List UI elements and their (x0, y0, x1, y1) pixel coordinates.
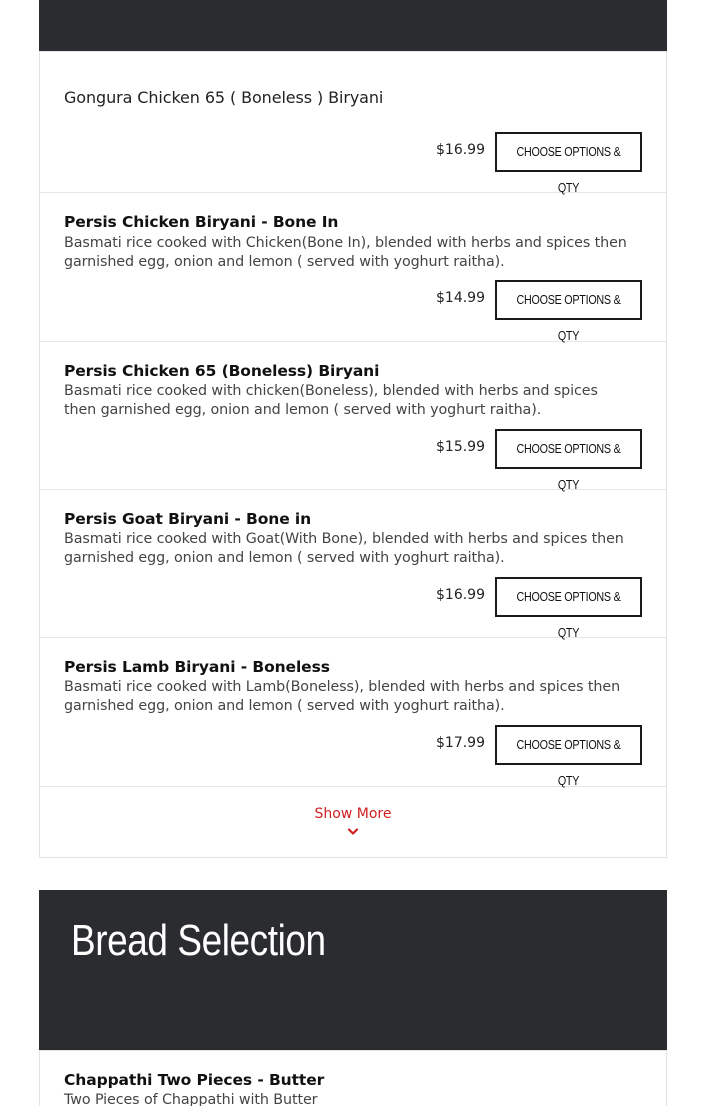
choose-options-button[interactable]: CHOOSE OPTIONS & QTY (495, 132, 642, 172)
item-name: Chappathi Two Pieces - Butter (64, 1071, 325, 1089)
choose-options-button[interactable]: CHOOSE OPTIONS & QTY (495, 280, 642, 320)
item-name: Gongura Chicken 65 ( Boneless ) Biryani (64, 88, 384, 107)
menu-item-list (39, 51, 667, 858)
item-name: Persis Lamb Biryani - Boneless (64, 658, 330, 676)
item-price: $17.99 (436, 735, 485, 751)
item-price: $16.99 (436, 587, 485, 603)
menu-item (40, 52, 666, 193)
item-price: $14.99 (436, 290, 485, 306)
item-description: Basmati rice cooked with chicken(Boneless), blended with herbs and spices then garnished egg, onion and lemon ( served with yoghurt raitha). (64, 383, 598, 418)
menu-item (40, 193, 666, 342)
chevron-down-icon (347, 826, 359, 838)
item-description: Basmati rice cooked with Chicken(Bone In), blended with herbs and spices then garnished egg, onion and lemon ( served with yoghurt raitha). (64, 235, 627, 270)
menu-item-list (39, 1050, 667, 1106)
menu-item (40, 1051, 666, 1106)
item-description: Basmati rice cooked with Goat(With Bone), blended with herbs and spices then garnished egg, onion and lemon ( served with yoghurt raitha). (64, 531, 624, 566)
choose-options-button[interactable]: CHOOSE OPTIONS & QTY (495, 577, 642, 617)
item-price: $16.99 (436, 142, 485, 158)
menu-item (40, 490, 666, 638)
item-name: Persis Chicken 65 (Boneless) Biryani (64, 362, 380, 380)
item-name: Persis Goat Biryani - Bone in (64, 510, 312, 528)
choose-options-button[interactable]: CHOOSE OPTIONS & QTY (495, 429, 642, 469)
item-price: $15.99 (436, 439, 485, 455)
section-title: Bread Selection (71, 916, 326, 965)
item-name: Persis Chicken Biryani - Bone In (64, 213, 339, 231)
item-description: Basmati rice cooked with Lamb(Boneless), blended with herbs and spices then garnished egg, onion and lemon ( served with yoghurt raitha). (64, 679, 621, 714)
show-more-button[interactable] (40, 788, 666, 858)
menu-item (40, 638, 666, 787)
choose-options-button[interactable]: CHOOSE OPTIONS & QTY (495, 725, 642, 765)
item-description: Two Pieces of Chappathi with Butter (64, 1092, 318, 1106)
section-header (39, 890, 667, 1050)
section-header (39, 0, 667, 51)
show-more-label: Show More (314, 806, 392, 822)
menu-item (40, 342, 666, 490)
